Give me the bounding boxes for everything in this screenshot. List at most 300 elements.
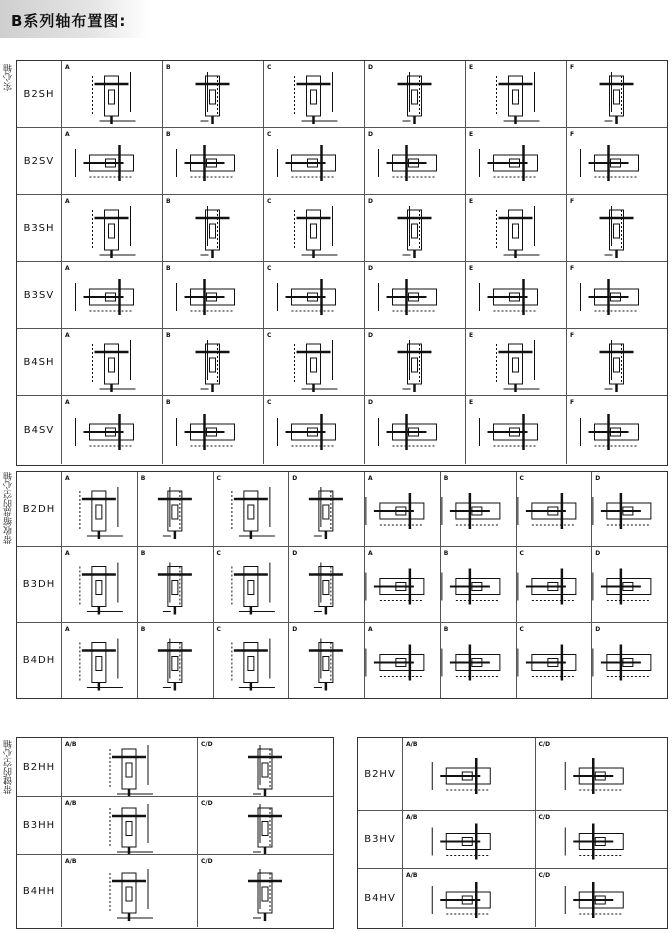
cell-label: B bbox=[166, 64, 171, 71]
cell-label: B bbox=[166, 131, 171, 138]
gear-shape bbox=[210, 224, 216, 238]
cell-label: A bbox=[65, 626, 70, 633]
gear-shape bbox=[412, 90, 418, 104]
gear-shape bbox=[96, 657, 102, 671]
arrangement-cell bbox=[197, 855, 333, 927]
section-solid-shaft bbox=[16, 60, 668, 466]
row-label: B2SH bbox=[17, 61, 62, 127]
shaft-arrangement-diagram bbox=[137, 472, 213, 546]
housing-shape bbox=[92, 643, 106, 683]
arrangement-cell bbox=[137, 547, 214, 622]
shaft-arrangement-diagram bbox=[162, 61, 263, 127]
gear-shape bbox=[262, 822, 268, 836]
gear-shape bbox=[210, 358, 216, 372]
gear-shape bbox=[412, 224, 418, 238]
arrangement-cell bbox=[465, 61, 567, 127]
arrangement-cell bbox=[288, 472, 365, 546]
gear-shape bbox=[172, 581, 178, 595]
arrangement-cell bbox=[465, 262, 567, 328]
gear-shape bbox=[323, 657, 329, 671]
row-label: B4SH bbox=[17, 329, 62, 395]
shaft-arrangement-diagram bbox=[566, 195, 667, 261]
section-keyed-hollow bbox=[16, 737, 334, 929]
gear-shape bbox=[172, 505, 178, 519]
gear-shape bbox=[323, 581, 329, 595]
shaft-arrangement-diagram bbox=[566, 329, 667, 395]
row-label: B4HV bbox=[358, 869, 403, 927]
cell-label: A bbox=[65, 64, 70, 71]
table-row bbox=[17, 623, 667, 698]
arrangement-cell bbox=[566, 195, 667, 261]
arrangement-cell bbox=[465, 329, 567, 395]
shaft-arrangement-diagram bbox=[364, 128, 465, 194]
shaft-arrangement-diagram bbox=[535, 738, 668, 810]
row-label: B3HH bbox=[17, 797, 62, 854]
table-row bbox=[17, 128, 667, 195]
cell-label: E bbox=[469, 131, 474, 138]
shaft-arrangement-diagram bbox=[61, 195, 162, 261]
gear-shape bbox=[172, 657, 178, 671]
arrangement-cell bbox=[137, 472, 214, 546]
shaft-arrangement-diagram bbox=[197, 855, 333, 927]
shaft-arrangement-diagram bbox=[61, 396, 162, 464]
gear-shape bbox=[109, 358, 115, 372]
table-row bbox=[17, 396, 667, 464]
shaft-arrangement-diagram bbox=[61, 262, 162, 328]
gear-shape bbox=[210, 90, 216, 104]
shaft-arrangement-diagram bbox=[465, 262, 566, 328]
table-row bbox=[17, 61, 667, 128]
cell-label: D bbox=[595, 550, 601, 557]
arrangement-cell bbox=[213, 472, 290, 546]
cell-label: F bbox=[570, 198, 575, 205]
shaft-arrangement-diagram bbox=[263, 195, 364, 261]
arrangement-cell bbox=[566, 61, 667, 127]
arrangement-cell bbox=[61, 797, 198, 854]
gear-shape bbox=[126, 763, 132, 777]
cell-label: E bbox=[469, 399, 474, 406]
housing-shape bbox=[105, 344, 119, 384]
cell-label: C/D bbox=[538, 872, 551, 879]
shaft-arrangement-diagram bbox=[440, 623, 516, 698]
cell-label: C/D bbox=[201, 858, 213, 865]
housing-shape bbox=[122, 749, 136, 789]
housing-shape bbox=[105, 210, 119, 250]
table-row bbox=[17, 329, 667, 396]
table-row bbox=[17, 855, 333, 927]
gear-shape bbox=[126, 887, 132, 901]
arrangement-cell bbox=[535, 869, 668, 927]
arrangement-cell bbox=[402, 811, 536, 868]
arrangement-cell bbox=[213, 547, 290, 622]
arrangement-cell bbox=[263, 128, 365, 194]
arrangement-cell bbox=[61, 195, 163, 261]
cell-label: C/D bbox=[201, 741, 213, 748]
cell-label: A bbox=[368, 550, 373, 557]
shaft-arrangement-diagram bbox=[364, 61, 465, 127]
arrangement-cell bbox=[263, 396, 365, 464]
cell-label: A bbox=[368, 475, 373, 482]
cell-label: F bbox=[570, 399, 575, 406]
gear-shape bbox=[311, 358, 317, 372]
arrangement-cell bbox=[61, 738, 198, 796]
shaft-arrangement-diagram bbox=[516, 472, 592, 546]
gear-shape bbox=[614, 90, 620, 104]
arrangement-cell bbox=[535, 738, 668, 810]
cell-label: C bbox=[216, 550, 221, 557]
cell-label: C bbox=[519, 550, 524, 557]
arrangement-cell bbox=[402, 869, 536, 927]
shaft-arrangement-diagram bbox=[61, 128, 162, 194]
shaft-arrangement-diagram bbox=[364, 547, 440, 622]
shaft-arrangement-diagram bbox=[566, 128, 667, 194]
row-label: B2HH bbox=[17, 738, 62, 796]
arrangement-cell bbox=[465, 396, 567, 464]
cell-label: A/B bbox=[65, 858, 77, 865]
gear-shape bbox=[412, 358, 418, 372]
section-vertical-hollow bbox=[357, 737, 668, 929]
shaft-arrangement-diagram bbox=[263, 262, 364, 328]
shaft-arrangement-diagram bbox=[213, 623, 289, 698]
gear-shape bbox=[247, 657, 253, 671]
shaft-arrangement-diagram bbox=[566, 61, 667, 127]
arrangement-cell bbox=[61, 329, 163, 395]
cell-label: D bbox=[368, 399, 373, 406]
cell-label: B bbox=[443, 550, 449, 557]
housing-shape bbox=[243, 643, 257, 683]
table-row bbox=[17, 547, 667, 623]
shaft-arrangement-diagram bbox=[263, 128, 364, 194]
cell-label: C/D bbox=[201, 800, 213, 807]
arrangement-cell bbox=[440, 472, 517, 546]
arrangement-cell bbox=[162, 396, 264, 464]
cell-label: B bbox=[443, 475, 449, 482]
cell-label: A bbox=[65, 550, 70, 557]
page-title: B系列轴布置图: bbox=[11, 12, 127, 30]
section-side-label: 带收缩盘的空心轴 bbox=[4, 472, 14, 544]
cell-label: B bbox=[166, 332, 171, 339]
shaft-arrangement-diagram bbox=[61, 623, 137, 698]
shaft-arrangement-diagram bbox=[516, 547, 592, 622]
arrangement-cell bbox=[566, 329, 667, 395]
arrangement-cell bbox=[197, 738, 333, 796]
row-label: B3DH bbox=[17, 547, 62, 622]
section-shrink-disc bbox=[16, 471, 668, 699]
table-row bbox=[358, 869, 667, 927]
cell-label: A bbox=[65, 475, 70, 482]
gear-shape bbox=[247, 505, 253, 519]
shaft-arrangement-diagram bbox=[288, 623, 364, 698]
shaft-arrangement-diagram bbox=[591, 623, 667, 698]
housing-shape bbox=[509, 344, 523, 384]
arrangement-cell bbox=[61, 396, 163, 464]
cell-label: C/D bbox=[538, 741, 551, 748]
cell-label: C bbox=[267, 265, 272, 272]
arrangement-cell bbox=[364, 623, 441, 698]
shaft-arrangement-diagram bbox=[440, 547, 516, 622]
table-row bbox=[17, 738, 333, 797]
arrangement-cell bbox=[288, 547, 365, 622]
gear-shape bbox=[96, 505, 102, 519]
shaft-arrangement-diagram bbox=[364, 329, 465, 395]
arrangement-cell bbox=[137, 623, 214, 698]
cell-label: A/B bbox=[65, 741, 77, 748]
arrangement-cell bbox=[591, 623, 667, 698]
row-label: B2SV bbox=[17, 128, 62, 194]
shaft-arrangement-diagram bbox=[137, 547, 213, 622]
shaft-arrangement-diagram bbox=[197, 797, 333, 854]
row-label: B2HV bbox=[358, 738, 403, 810]
shaft-arrangement-diagram bbox=[591, 547, 667, 622]
arrangement-cell bbox=[162, 262, 264, 328]
shaft-arrangement-diagram bbox=[162, 396, 263, 464]
gear-shape bbox=[311, 90, 317, 104]
shaft-arrangement-diagram bbox=[566, 396, 667, 464]
shaft-arrangement-diagram bbox=[402, 738, 535, 810]
shaft-arrangement-diagram bbox=[465, 195, 566, 261]
housing-shape bbox=[92, 491, 106, 531]
gear-shape bbox=[109, 224, 115, 238]
cell-label: A/B bbox=[65, 800, 77, 807]
cell-label: A bbox=[65, 332, 70, 339]
cell-label: E bbox=[469, 198, 474, 205]
arrangement-cell bbox=[263, 195, 365, 261]
section-side-label: 带键的空心轴 bbox=[4, 740, 14, 794]
gear-shape bbox=[126, 822, 132, 836]
shaft-arrangement-diagram bbox=[364, 472, 440, 546]
shaft-arrangement-diagram bbox=[402, 869, 535, 927]
shaft-arrangement-diagram bbox=[61, 738, 197, 796]
cell-label: C bbox=[216, 626, 221, 633]
cell-label: C bbox=[519, 626, 524, 633]
shaft-arrangement-diagram bbox=[440, 472, 516, 546]
shaft-arrangement-diagram bbox=[364, 623, 440, 698]
arrangement-cell bbox=[364, 329, 466, 395]
arrangement-cell bbox=[591, 547, 667, 622]
table-row bbox=[17, 262, 667, 329]
shaft-arrangement-diagram bbox=[402, 811, 535, 868]
row-label: B3SH bbox=[17, 195, 62, 261]
cell-label: C bbox=[267, 198, 272, 205]
arrangement-cell bbox=[61, 128, 163, 194]
shaft-arrangement-diagram bbox=[197, 738, 333, 796]
arrangement-cell bbox=[364, 547, 441, 622]
shaft-arrangement-diagram bbox=[591, 472, 667, 546]
shaft-arrangement-diagram bbox=[61, 797, 197, 854]
shaft-arrangement-diagram bbox=[162, 262, 263, 328]
cell-label: A/B bbox=[406, 872, 418, 879]
shaft-arrangement-diagram bbox=[288, 547, 364, 622]
gear-shape bbox=[513, 358, 519, 372]
arrangement-cell bbox=[61, 262, 163, 328]
gear-shape bbox=[247, 581, 253, 595]
gear-shape bbox=[262, 763, 268, 777]
arrangement-cell bbox=[566, 128, 667, 194]
arrangement-cell bbox=[591, 472, 667, 546]
arrangement-cell bbox=[364, 472, 441, 546]
cell-label: A/B bbox=[406, 814, 418, 821]
housing-shape bbox=[122, 808, 136, 847]
row-label: B3HV bbox=[358, 811, 403, 868]
row-label: B3SV bbox=[17, 262, 62, 328]
arrangement-cell bbox=[465, 128, 567, 194]
arrangement-cell bbox=[162, 195, 264, 261]
housing-shape bbox=[92, 567, 106, 607]
arrangement-cell bbox=[162, 128, 264, 194]
arrangement-cell bbox=[364, 262, 466, 328]
table-row bbox=[17, 797, 333, 855]
shaft-arrangement-diagram bbox=[364, 262, 465, 328]
gear-shape bbox=[323, 505, 329, 519]
arrangement-cell bbox=[440, 623, 517, 698]
shaft-arrangement-diagram bbox=[61, 547, 137, 622]
arrangement-cell bbox=[263, 329, 365, 395]
table-row bbox=[358, 738, 667, 811]
shaft-arrangement-diagram bbox=[288, 472, 364, 546]
gear-shape bbox=[513, 90, 519, 104]
arrangement-cell bbox=[213, 623, 290, 698]
cell-label: E bbox=[469, 64, 474, 71]
arrangement-cell bbox=[162, 61, 264, 127]
arrangement-cell bbox=[162, 329, 264, 395]
shaft-arrangement-diagram bbox=[535, 811, 668, 868]
arrangement-cell bbox=[61, 547, 138, 622]
cell-label: D bbox=[368, 265, 373, 272]
section-side-label: 实心轴 bbox=[4, 64, 14, 91]
cell-label: D bbox=[595, 626, 601, 633]
cell-label: C bbox=[267, 64, 272, 71]
table-row bbox=[358, 811, 667, 869]
cell-label: D bbox=[368, 198, 373, 205]
shaft-arrangement-diagram bbox=[162, 128, 263, 194]
arrangement-cell bbox=[61, 472, 138, 546]
arrangement-cell bbox=[516, 472, 593, 546]
shaft-arrangement-diagram bbox=[137, 623, 213, 698]
arrangement-cell bbox=[516, 547, 593, 622]
cell-label: F bbox=[570, 64, 575, 71]
shaft-arrangement-diagram bbox=[213, 547, 289, 622]
gear-shape bbox=[96, 581, 102, 595]
cell-label: B bbox=[443, 626, 449, 633]
shaft-arrangement-diagram bbox=[61, 472, 137, 546]
housing-shape bbox=[122, 873, 136, 913]
housing-shape bbox=[243, 567, 257, 607]
cell-label: D bbox=[292, 475, 298, 482]
shaft-arrangement-diagram bbox=[516, 623, 592, 698]
row-label: B4SV bbox=[17, 396, 62, 464]
cell-label: E bbox=[469, 265, 474, 272]
housing-shape bbox=[105, 76, 119, 116]
gear-shape bbox=[614, 224, 620, 238]
arrangement-cell bbox=[61, 623, 138, 698]
cell-label: A bbox=[65, 265, 70, 272]
cell-label: B bbox=[140, 626, 146, 633]
cell-label: B bbox=[140, 475, 146, 482]
cell-label: C bbox=[519, 475, 524, 482]
arrangement-cell bbox=[364, 195, 466, 261]
row-label: B4HH bbox=[17, 855, 62, 927]
arrangement-cell bbox=[535, 811, 668, 868]
housing-shape bbox=[307, 210, 321, 250]
arrangement-cell bbox=[263, 61, 365, 127]
shaft-arrangement-diagram bbox=[465, 329, 566, 395]
cell-label: F bbox=[570, 131, 575, 138]
cell-label: A bbox=[65, 198, 70, 205]
arrangement-cell bbox=[440, 547, 517, 622]
shaft-arrangement-diagram bbox=[465, 396, 566, 464]
cell-label: D bbox=[292, 626, 298, 633]
cell-label: D bbox=[595, 475, 601, 482]
cell-label: A bbox=[65, 399, 70, 406]
shaft-arrangement-diagram bbox=[364, 396, 465, 464]
housing-shape bbox=[243, 491, 257, 531]
arrangement-cell bbox=[288, 623, 365, 698]
gear-shape bbox=[513, 224, 519, 238]
shaft-arrangement-diagram bbox=[566, 262, 667, 328]
shaft-arrangement-diagram bbox=[465, 128, 566, 194]
table-row bbox=[17, 472, 667, 547]
arrangement-cell bbox=[197, 797, 333, 854]
arrangement-cell bbox=[364, 396, 466, 464]
housing-shape bbox=[307, 344, 321, 384]
arrangement-cell bbox=[566, 396, 667, 464]
cell-label: F bbox=[570, 332, 575, 339]
cell-label: C/D bbox=[538, 814, 551, 821]
cell-label: A bbox=[368, 626, 373, 633]
cell-label: D bbox=[368, 131, 373, 138]
cell-label: C bbox=[216, 475, 221, 482]
shaft-arrangement-diagram bbox=[61, 855, 197, 927]
arrangement-cell bbox=[61, 855, 198, 927]
shaft-arrangement-diagram bbox=[465, 61, 566, 127]
housing-shape bbox=[509, 210, 523, 250]
shaft-arrangement-diagram bbox=[263, 61, 364, 127]
cell-label: F bbox=[570, 265, 575, 272]
shaft-arrangement-diagram bbox=[61, 61, 162, 127]
arrangement-cell bbox=[516, 623, 593, 698]
cell-label: B bbox=[140, 550, 146, 557]
shaft-arrangement-diagram bbox=[213, 472, 289, 546]
cell-label: E bbox=[469, 332, 474, 339]
shaft-arrangement-diagram bbox=[263, 396, 364, 464]
gear-shape bbox=[614, 358, 620, 372]
arrangement-cell bbox=[364, 128, 466, 194]
cell-label: C bbox=[267, 131, 272, 138]
gear-shape bbox=[262, 887, 268, 901]
cell-label: A/B bbox=[406, 741, 418, 748]
cell-label: A bbox=[65, 131, 70, 138]
arrangement-cell bbox=[364, 61, 466, 127]
cell-label: D bbox=[368, 64, 373, 71]
shaft-arrangement-diagram bbox=[162, 195, 263, 261]
cell-label: C bbox=[267, 332, 272, 339]
shaft-arrangement-diagram bbox=[535, 869, 668, 927]
shaft-arrangement-diagram bbox=[61, 329, 162, 395]
arrangement-cell bbox=[402, 738, 536, 810]
shaft-arrangement-diagram bbox=[263, 329, 364, 395]
cell-label: D bbox=[368, 332, 373, 339]
arrangement-cell bbox=[263, 262, 365, 328]
arrangement-cell bbox=[465, 195, 567, 261]
shaft-arrangement-diagram bbox=[364, 195, 465, 261]
cell-label: B bbox=[166, 265, 171, 272]
arrangement-cell bbox=[566, 262, 667, 328]
table-row bbox=[17, 195, 667, 262]
cell-label: B bbox=[166, 399, 171, 406]
housing-shape bbox=[509, 76, 523, 116]
gear-shape bbox=[109, 90, 115, 104]
cell-label: B bbox=[166, 198, 171, 205]
